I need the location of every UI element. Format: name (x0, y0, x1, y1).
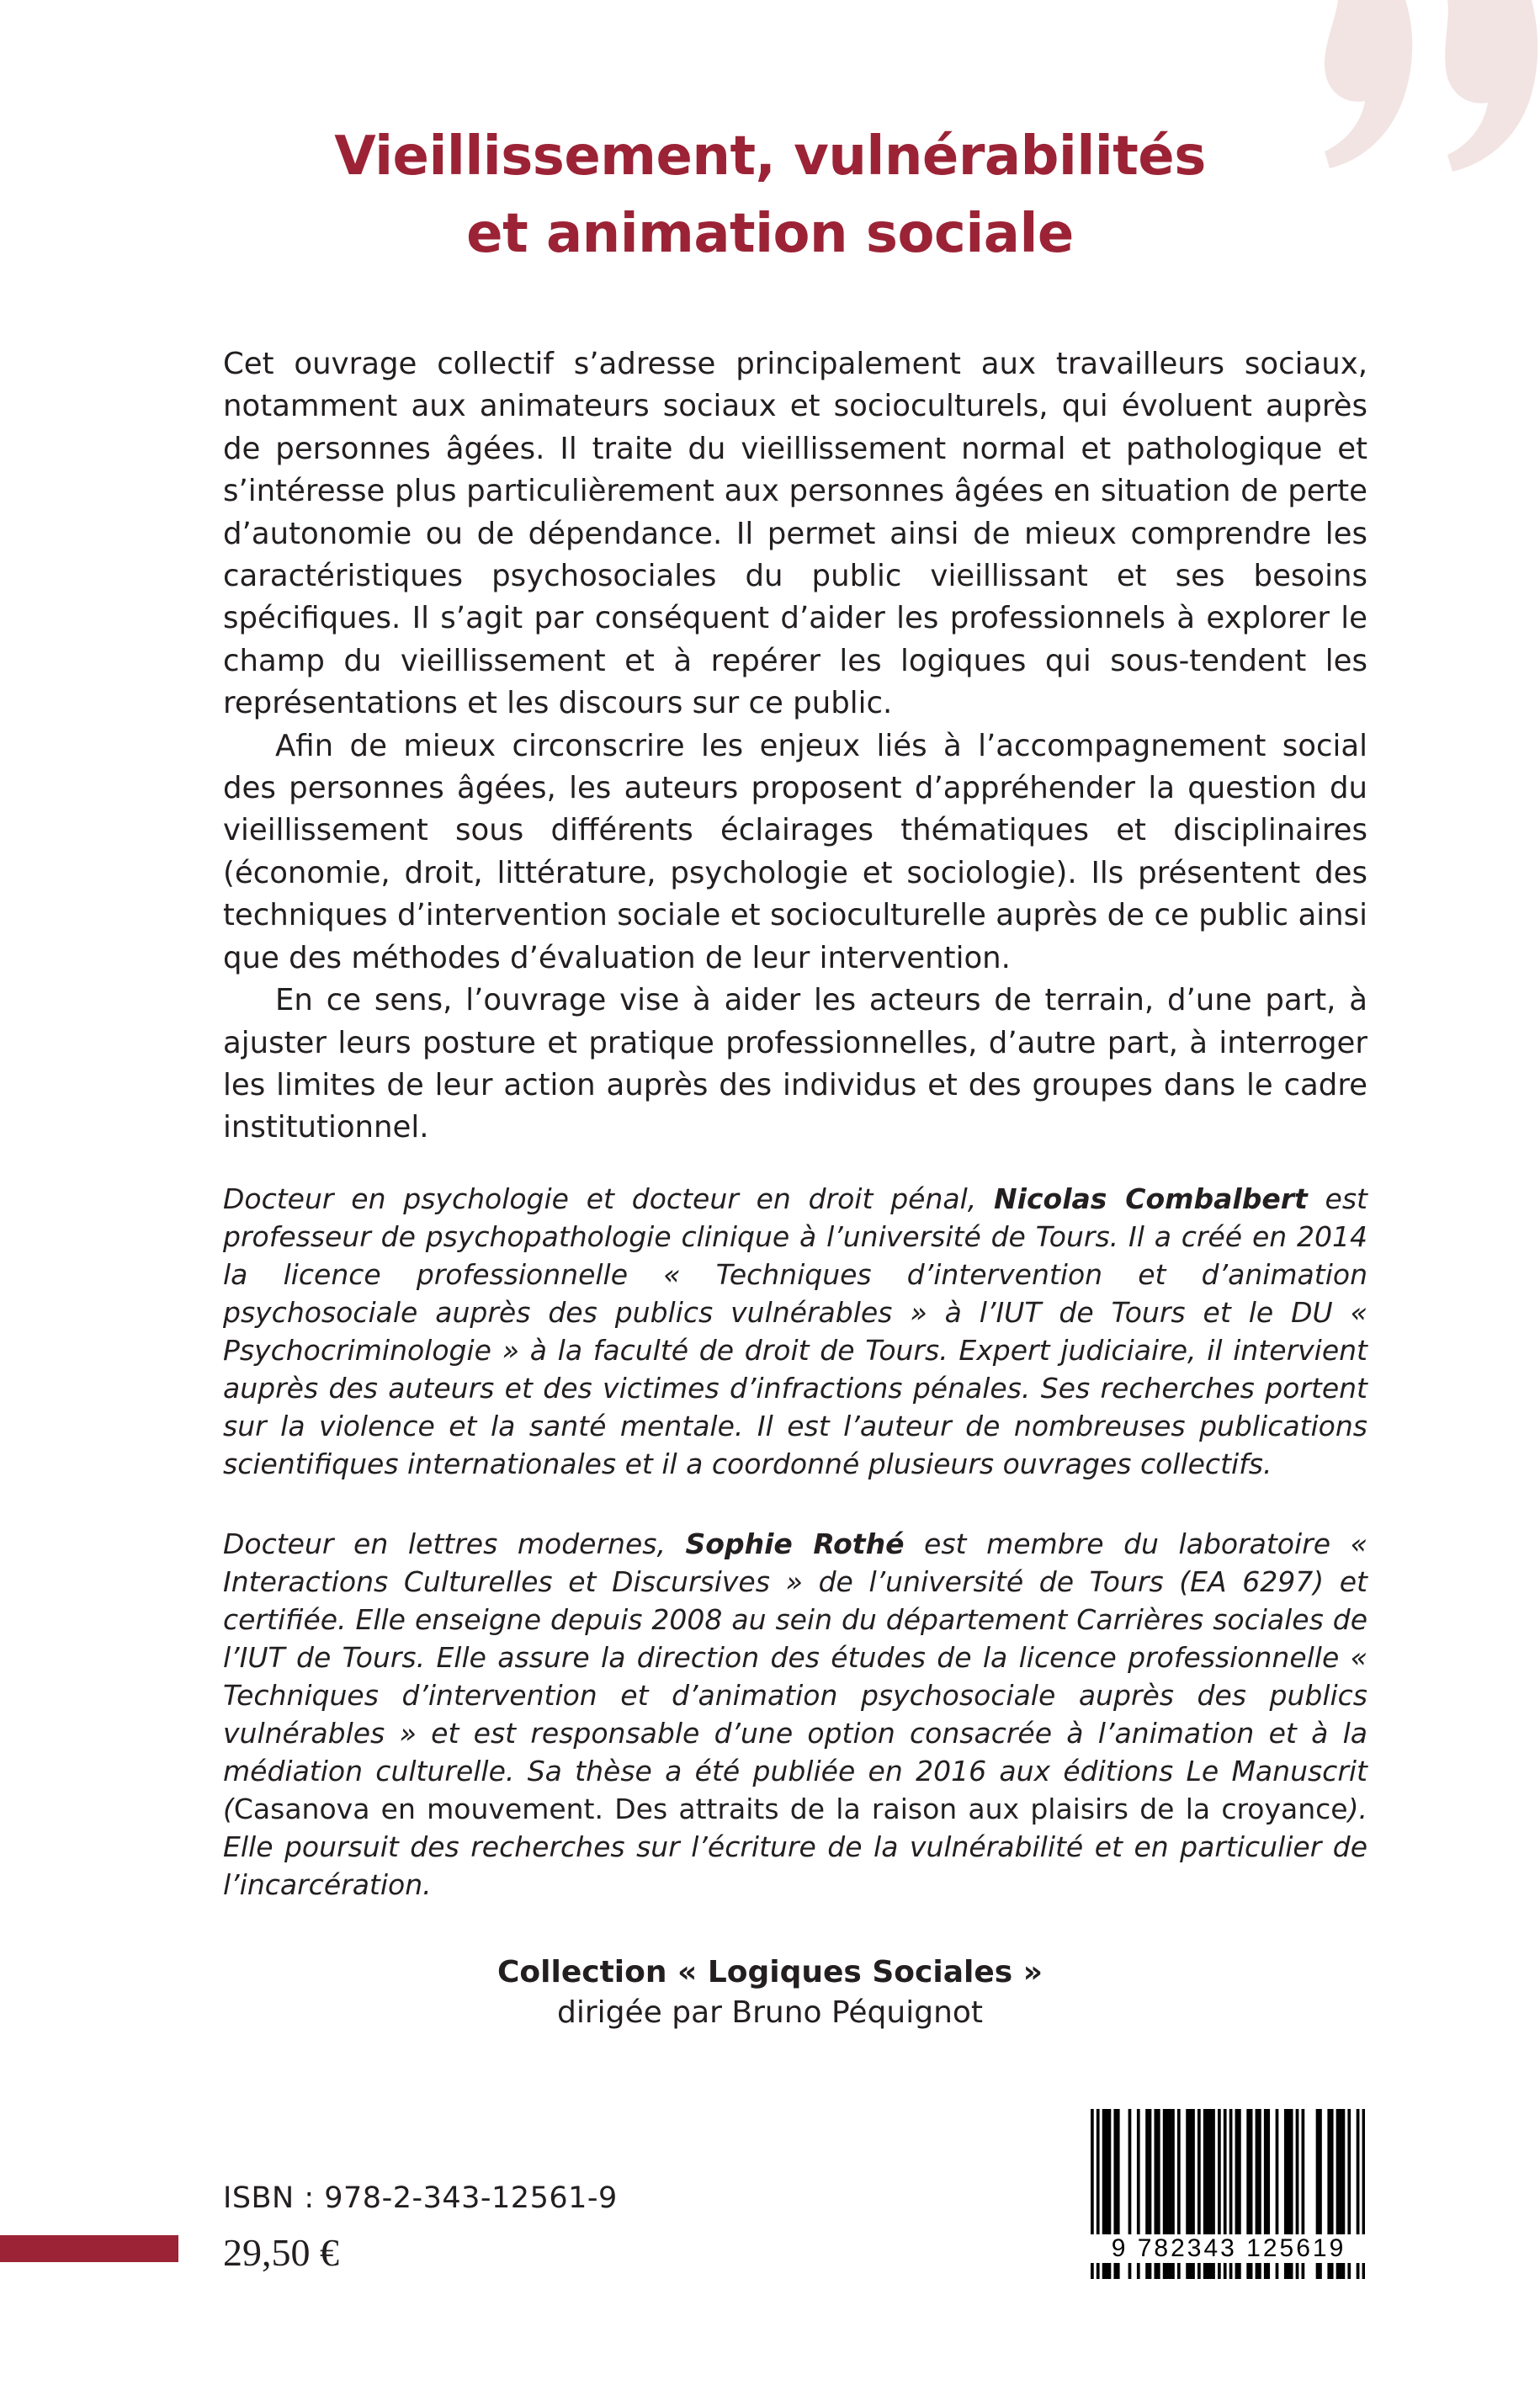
collection-director: dirigée par Bruno Péquignot (556, 1995, 984, 2030)
summary-paragraph-1: Cet ouvrage collectif s’adresse principalement aux travailleurs sociaux, notamment aux animateurs sociaux et socioculturels, qui évoluent auprès de personnes âgées. Il traite du vieillissement normal et pathologique et s’intéresse plus particulièrement aux personnes âgées en situation de perte d’autonomie ou de dépendance. Il permet ainsi de mieux comprendre les caractéristiques psychosociales du public vieillissant et ses besoins spécifiques. Il s’agit par conséquent d’aider les professionnels à explorer le champ du vieillissement et à repérer les logiques qui sous-tendent les représentations et les discours sur ce public. (223, 347, 1367, 721)
bio-text: est membre du laboratoire « Interactions Culturelles et Discursives » de l’université de Tours (EA 6297) et certifiée. Elle enseigne depuis 2008 au sein du département Carrières sociales de l’IUT de Tours. Elle assure la direction des études de la licence professionnelle « Techniques d’intervention et d’animation psychosociale auprès des publics vulnérables » et est responsable d’une option consacrée à l’animation et à la médiation culturelle. Sa thèse a été publiée en 2016 aux éditions Le Manuscrit ( (223, 1527, 1367, 1825)
bio-intro: Docteur en psychologie et docteur en droit pénal, (223, 1182, 995, 1215)
accent-bar (0, 2235, 178, 2262)
summary-paragraph-3: En ce sens, l’ouvrage vise à aider les acteurs de terrain, d’une part, à ajuster leurs posture et pratique professionnelles, d’autre part, à interroger les limites de leur action auprès des individus et des groupes dans le cadre institutionnel. (223, 983, 1367, 1145)
book-summary (223, 343, 1367, 1150)
price: 29,50 € (223, 2231, 339, 2274)
bio-text-end: ). Elle poursuit des recherches sur l’écriture de la vulnérabilité et en particulier de l’incarcération. (223, 1793, 1367, 1901)
collection-title: Collection « Logiques Sociales » (497, 1955, 1043, 1989)
book-title-line-1: Vieillissement, vulnérabilités (334, 125, 1206, 188)
summary-paragraph-2: Afin de mieux circonscrire les enjeux liés à l’accompagnement social des personnes âgées, les auteurs proposent d’appréhender la question du vieillissement sous différents éclairages thématiques et disciplinaires (économie, droit, littérature, psychologie et sociologie). Ils présentent des techniques d’intervention sociale et socioculturelle auprès de ce public ainsi que des méthodes d’évaluation de leur intervention. (223, 728, 1367, 975)
bio-text: est professeur de psychopathologie clinique à l’université de Tours. Il a créé en 2014 la licence professionnelle « Techniques d’intervention et d’animation psychosociale auprès des publics vulnérables » à l’IUT de Tours et le DU « Psychocriminologie » à la faculté de droit de Tours. Expert judiciaire, il intervient auprès des auteurs et des victimes d’infractions pénales. Ses recherches portent sur la violence et la santé mentale. Il est l’auteur de nombreuses publications scientifiques internationales et il a coordonné plusieurs ouvrages collectifs. (223, 1182, 1367, 1480)
author-bio-combalbert (223, 1180, 1367, 1483)
author-bio-rothe (223, 1525, 1367, 1904)
author-name: Nicolas Combalbert (994, 1182, 1308, 1215)
bio-intro: Docteur en lettres modernes, (223, 1527, 686, 1560)
thesis-title: Casanova en mouvement. Des attraits de la raison aux plaisirs de la croyance (233, 1793, 1348, 1825)
collection-info (0, 1952, 1540, 2033)
author-name: Sophie Rothé (685, 1527, 905, 1560)
book-title (0, 118, 1540, 273)
barcode-digits: 9 782343 125619 (1086, 2234, 1372, 2263)
book-title-line-2: et animation sociale (466, 203, 1074, 265)
isbn: ISBN : 978-2-343-12561-9 (223, 2181, 618, 2215)
